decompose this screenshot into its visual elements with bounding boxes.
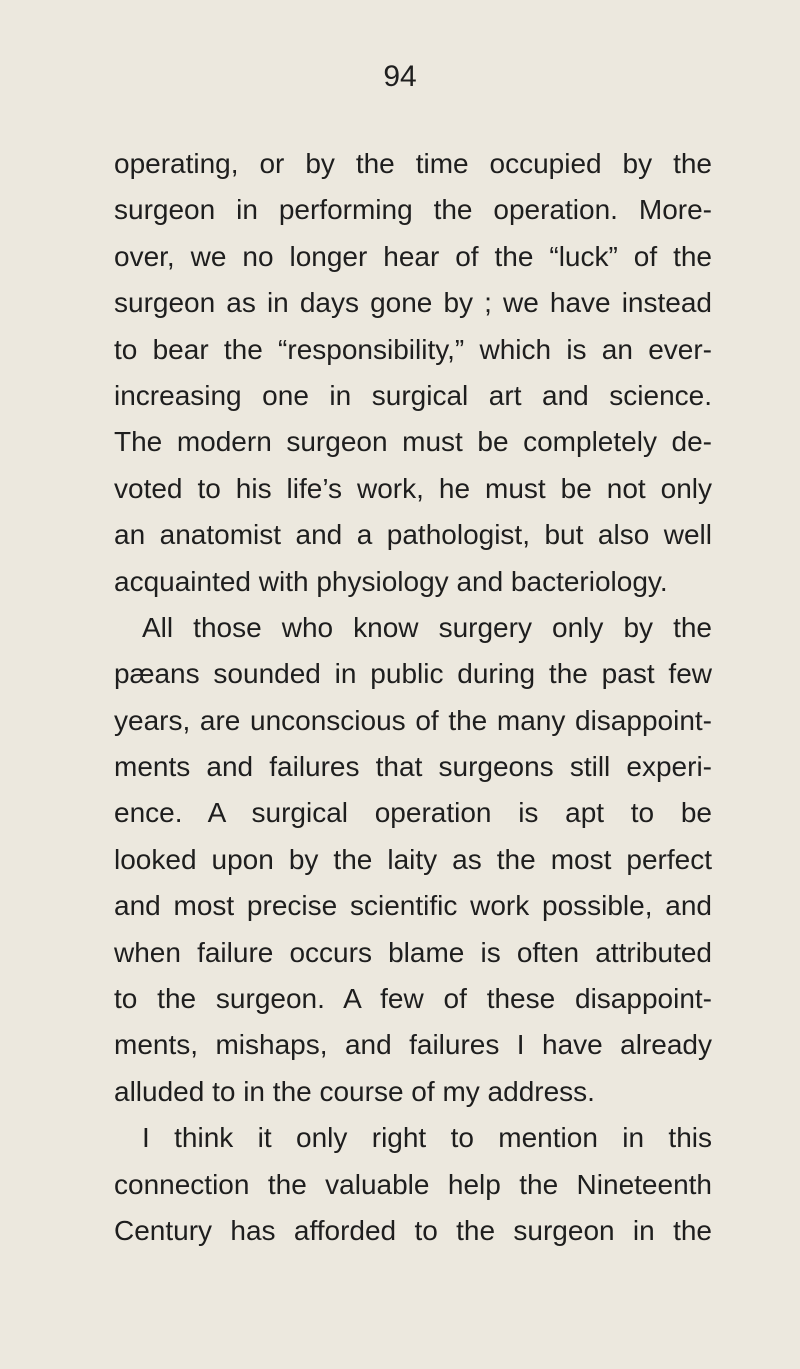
text-line-15: ence. A surgical operation is apt to be	[114, 797, 712, 829]
text-line-4: surgeon as in days gone by ; we have instead	[114, 287, 712, 319]
text-line-22: I think it only right to mention in this	[142, 1122, 712, 1154]
page-number: 94	[383, 60, 417, 93]
text-line-9: an anatomist and a pathologist, but also well	[114, 519, 712, 551]
text-line-17: and most precise scientific work possible, and	[114, 890, 712, 922]
text-line-18: when failure occurs blame is often attributed	[114, 936, 712, 968]
text-line-7: The modern surgeon must be completely de-	[114, 426, 712, 458]
text-line-10: acquainted with physiology and bacteriology.	[114, 565, 668, 597]
text-line-19: to the surgeon. A few of these disappoint-	[114, 983, 712, 1015]
text-line-1: operating, or by the time occupied by the	[114, 148, 712, 179]
text-line-3: over, we no longer hear of the “luck” of the	[114, 240, 712, 272]
text-line-14: ments and failures that surgeons still experi-	[114, 751, 712, 783]
text-line-23: connection the valuable help the Nineteenth	[114, 1168, 712, 1200]
text-line-21: alluded to in the course of my address.	[114, 1075, 595, 1107]
text-line-5: to bear the “responsibility,” which is an ever-	[114, 333, 712, 365]
body-text	[114, 141, 712, 1254]
text-line-16: looked upon by the laity as the most perfect	[114, 843, 712, 875]
text-line-24: Century has afforded to the surgeon in the	[114, 1214, 712, 1246]
text-line-11: All those who know surgery only by the	[142, 611, 712, 643]
text-line-13: years, are unconscious of the many disappoint-	[114, 704, 712, 736]
text-line-2: surgeon in performing the operation. More-	[114, 194, 712, 226]
text-line-20: ments, mishaps, and failures I have already	[114, 1029, 712, 1061]
text-line-6: increasing one in surgical art and science.	[114, 379, 712, 411]
text-line-8: voted to his life’s work, he must be not only	[114, 472, 712, 504]
text-line-12: pæans sounded in public during the past few	[114, 658, 712, 690]
